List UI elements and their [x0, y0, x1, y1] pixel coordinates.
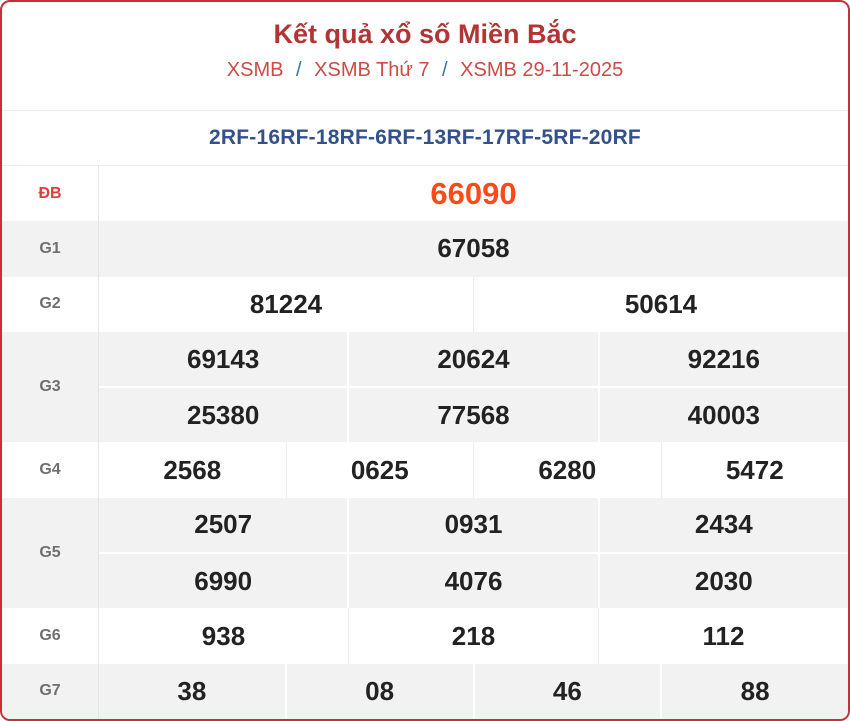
prize-value: 6990	[194, 565, 253, 596]
prize-row-g2	[2, 277, 848, 332]
prize-value: 08	[285, 664, 473, 719]
prize-value-db: 66090	[430, 175, 517, 211]
prize-value: 2507	[194, 509, 253, 540]
prize-row-g4	[2, 442, 848, 497]
prize-value: 25380	[187, 399, 260, 430]
breadcrumb-link-xsmb-thu7[interactable]: XSMB Thứ 7	[314, 59, 430, 81]
breadcrumb-link-xsmb[interactable]: XSMB	[226, 59, 284, 81]
prize-value: 5472	[661, 442, 849, 497]
prize-value: 938	[201, 620, 246, 651]
prize-value: 40003	[598, 388, 848, 442]
breadcrumb	[2, 59, 848, 82]
prize-value: 92216	[598, 332, 848, 386]
header	[2, 2, 848, 110]
prize-value: 20624	[347, 332, 597, 386]
prize-label-g4: G4	[2, 442, 99, 497]
prize-label-g7: G7	[2, 664, 99, 719]
prize-row-g7	[2, 664, 848, 719]
prize-value: 81224	[249, 288, 323, 319]
prize-value: 46	[473, 664, 661, 719]
prize-value: 2568	[163, 454, 222, 485]
results-table	[2, 166, 848, 719]
prize-label-db: ĐB	[2, 166, 99, 221]
prize-value: 6280	[473, 442, 661, 497]
breadcrumb-link-xsmb-date[interactable]: XSMB 29-11-2025	[460, 59, 624, 81]
prize-label-g2: G2	[2, 277, 99, 332]
lottery-code-line: 2RF-16RF-18RF-6RF-13RF-17RF-5RF-20RF	[2, 110, 848, 166]
prize-value: 0625	[286, 442, 474, 497]
prize-value: 4076	[347, 554, 597, 608]
prize-value: 218	[348, 608, 598, 663]
prize-value: 50614	[473, 277, 848, 332]
prize-label-g1: G1	[2, 221, 99, 276]
prize-value: 88	[660, 664, 848, 719]
prize-value: 77568	[347, 388, 597, 442]
prize-row-db	[2, 166, 848, 221]
prize-label-g6: G6	[2, 608, 99, 663]
prize-row-g5	[2, 498, 848, 609]
prize-label-g5: G5	[2, 498, 99, 609]
prize-value: 112	[598, 608, 848, 663]
prize-row-g6	[2, 608, 848, 663]
prize-label-g3: G3	[2, 332, 99, 443]
breadcrumb-separator: /	[296, 59, 302, 81]
prize-value: 38	[177, 675, 207, 706]
page-title: Kết quả xổ số Miền Bắc	[273, 19, 577, 49]
prize-value: 2434	[598, 498, 848, 552]
prize-row-g3	[2, 332, 848, 443]
breadcrumb-separator: /	[442, 59, 448, 81]
prize-value: 67058	[437, 233, 510, 264]
prize-value: 2030	[598, 554, 848, 608]
prize-row-g1	[2, 221, 848, 276]
prize-value: 69143	[187, 343, 260, 374]
prize-value: 0931	[347, 498, 597, 552]
